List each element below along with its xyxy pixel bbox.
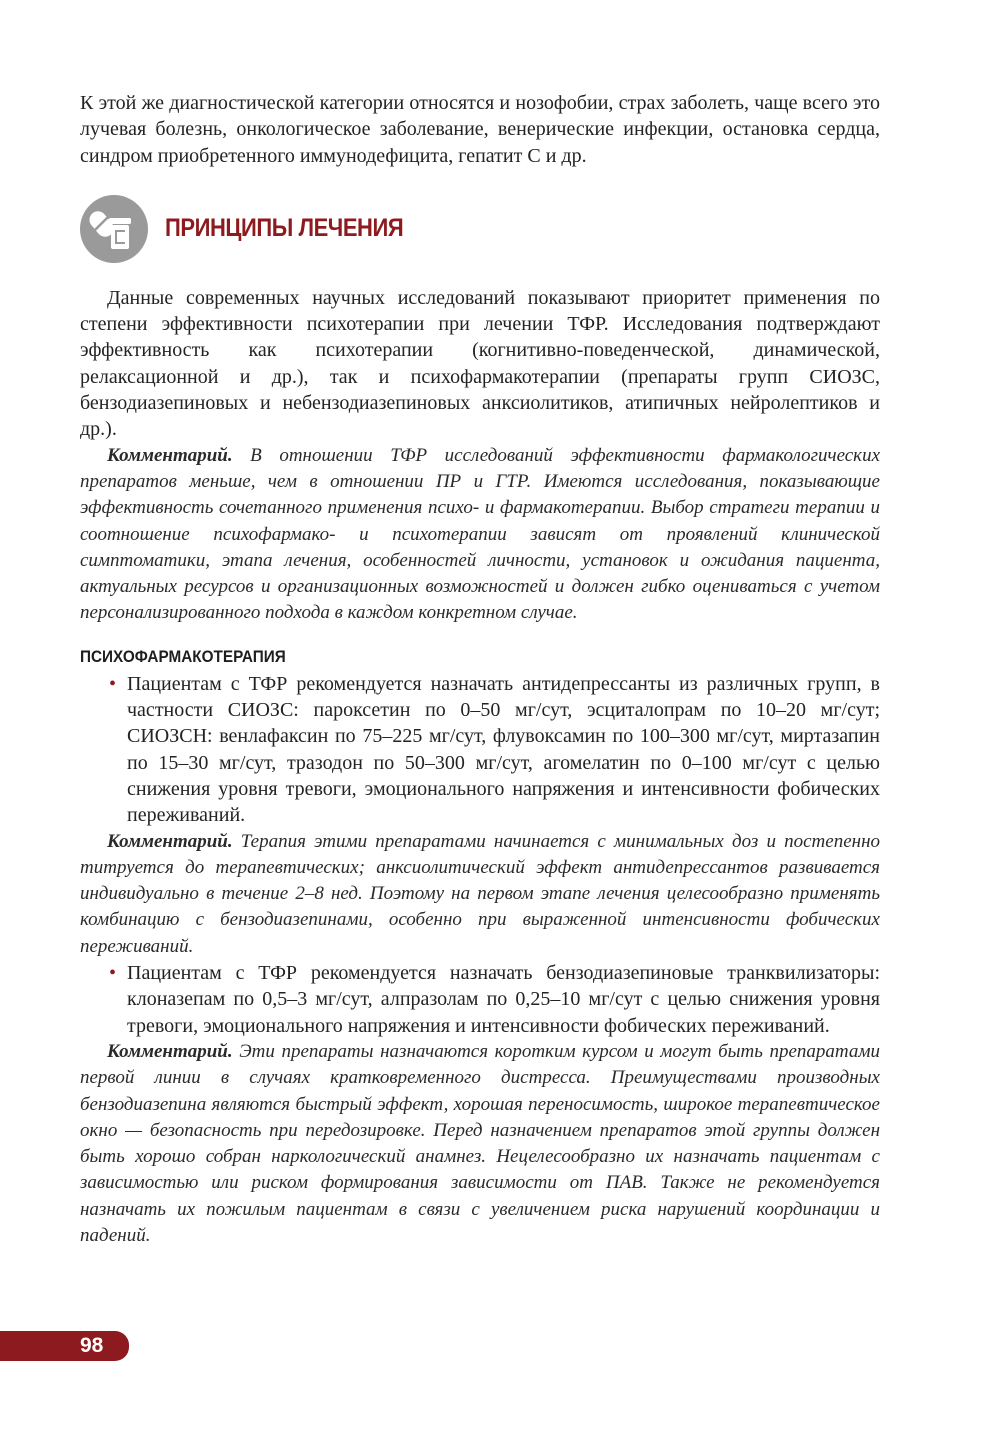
bullet-icon: • — [109, 962, 117, 985]
list-item-text: Пациентам с ТФР рекомендуется назначать бензодиазепиновые транквилизаторы: клоназепам по 0,5–3 мг/сут, алпразолам по 0,25–10 мг/сут с целью снижения уровня тревоги, эмоционального напряжения и интенсивности фобических переживаний. — [127, 962, 880, 1037]
comment-text: Терапия этими препаратами начинается с минимальных доз и постепенно титруется до терапевтических; анксиолитический эффект антидепрессантов развивается индивидуально в течение 2–8 нед. Поэтому на первом этапе лечения целесообразно применять комбинацию с бензодиазепинами, особенно при выраженной интенсивности фобических переживаний. — [80, 830, 880, 957]
comment-label: Комментарий. — [107, 830, 233, 852]
item-comment — [80, 829, 880, 960]
list-item — [80, 960, 880, 1039]
section-comment — [80, 443, 880, 627]
section-paragraph: Данные современных научных исследований показывают приоритет применения по степени эффективности психотерапии при лечении ТФР. Исследования подтверждают эффективность как психотерапии (когнитивно-поведенческой, динамической, релаксационной и др.), так и психофармакотерапии (препараты групп СИОЗС, бензодиазепиновых и небензодиазепиновых анксиолитиков, атипичных нейролептиков и др.). — [80, 286, 880, 441]
pills-bottle-icon — [80, 195, 148, 263]
comment-label: Комментарий. — [107, 444, 233, 466]
list-item-text: Пациентам с ТФР рекомендуется назначать антидепрессанты из различных групп, в частности СИОЗС: пароксетин по 0–50 мг/сут, эсциталопрам по 10–20 мг/сут; СИОЗСН: венлафаксин по 75–225 мг/сут, флувоксамин по 100–300 мг/сут, миртазапин по 15–30 мг/сут, тразодон по 50–300 мг/сут, агомелатин по 0–100 мг/сут с целью снижения уровня тревоги, эмоционального напряжения и интенсивности фобических переживаний. — [127, 672, 880, 827]
bullet-icon: • — [109, 672, 117, 695]
subsection-title: ПСИХОФАРМАКОТЕРАПИЯ — [80, 646, 286, 666]
section-header — [80, 195, 880, 263]
comment-text: Эти препараты назначаются коротким курсом и могут быть препаратами первой линии в случаях кратковременного дистресса. Преимуществами производных бензодиазепина являются быстрый эффект, хорошая переносимость, широкое терапевтическое окно — безопасность при передозировке. Перед назначением препаратов этой группы должен быть хорошо собран наркологический анамнез. Нецелесообразно их назначать пациентам с зависимостью или риском формирования зависимости от ПАВ. Также не рекомендуется назначать их пожилым пациентам в связи с увеличением риска нарушений координации и падений. — [80, 1040, 880, 1246]
page-content — [80, 90, 880, 1249]
page-number: 98 — [80, 1334, 104, 1357]
intro-paragraph: К этой же диагностической категории относятся и нозофобии, страх заболеть, чаще всего это лучевая болезнь, онкологическое заболевание, венерические инфекции, остановка сердца, синдром приобретенного иммунодефицита, гепатит С и др. — [80, 92, 880, 167]
comment-label: Комментарий. — [107, 1040, 233, 1062]
page-number-tab — [0, 1331, 129, 1361]
list-item — [80, 671, 880, 829]
item-comment — [80, 1039, 880, 1249]
comment-text: В отношении ТФР исследований эффективности фармакологических препаратов меньше, чем в отношении ПР и ГТР. Имеются исследования, показывающие эффективность сочетанного применения психо- и фармакотерапии. Выбор стратеги терапии и соотношение психофармако- и психотерапии зависят от проявлений клинической симптоматики, этапа лечения, особенностей личности, установок и ожидания пациента, актуальных ресурсов и организационных возможностей и должен гибко оцениваться с учетом персонализированного подхода в каждом конкретном случае. — [80, 444, 881, 624]
section-title: ПРИНЦИПЫ ЛЕЧЕНИЯ — [165, 214, 404, 243]
